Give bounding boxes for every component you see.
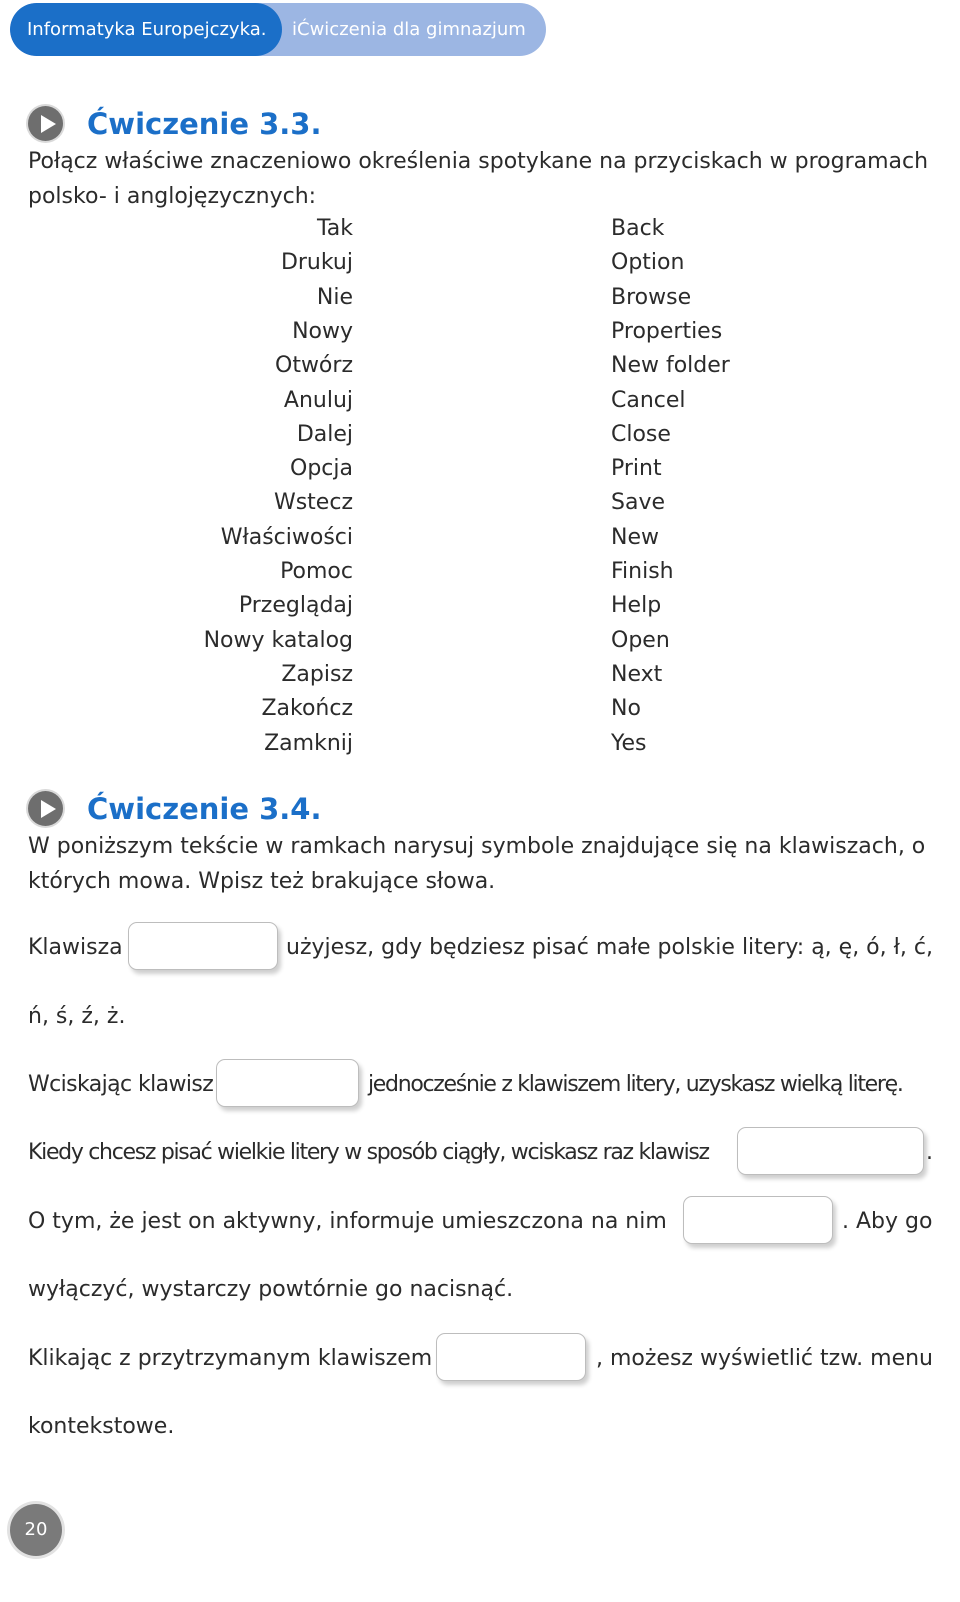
exercise-3-4-heading <box>28 791 322 826</box>
key-symbol-box[interactable] <box>737 1127 924 1175</box>
polish-term[interactable]: Drukuj <box>280 250 353 276</box>
sentence-1-continued: ń, ś, ź, ż. <box>28 1004 126 1029</box>
polish-term[interactable]: Zamknij <box>264 730 353 756</box>
english-term[interactable]: Option <box>611 250 685 276</box>
polish-term[interactable]: Otwórz <box>275 353 353 379</box>
polish-term[interactable]: Anuluj <box>283 387 353 413</box>
english-term[interactable]: Help <box>611 593 662 619</box>
play-icon <box>28 106 63 141</box>
page-number: 20 <box>10 1504 62 1556</box>
english-term[interactable]: Save <box>611 490 666 516</box>
exercise-title: Ćwiczenie 3.3. <box>87 106 322 141</box>
exercise-instruction: Połącz właściwe znaczeniowo określenia spotykane na przyciskach w programach polsko- i anglojęzycznych: <box>28 149 929 209</box>
term-row <box>0 281 960 315</box>
polish-term[interactable]: Opcja <box>290 456 353 482</box>
sentence-1-start: Klawisza <box>28 935 123 960</box>
sentence-4-continued: wyłączyć, wystarczy powtórnie go nacisnąć. <box>28 1277 514 1302</box>
term-row <box>0 589 960 623</box>
sentence-4-start: O tym, że jest on aktywny, informuje umieszczona na nim <box>28 1209 667 1234</box>
exercise-title: Ćwiczenie 3.4. <box>87 791 322 826</box>
sentence-4-end: . Aby go <box>842 1209 933 1234</box>
sentence-3-end: . <box>926 1140 933 1165</box>
term-row <box>0 418 960 452</box>
english-term[interactable]: Next <box>611 661 663 687</box>
english-term[interactable]: Open <box>611 627 670 653</box>
book-title: Informatyka Europejczyka. <box>10 3 282 56</box>
polish-term[interactable]: Nowy katalog <box>203 627 353 653</box>
english-term[interactable]: Finish <box>611 559 674 584</box>
polish-term[interactable]: Pomoc <box>280 559 353 584</box>
polish-term[interactable]: Zapisz <box>281 661 353 687</box>
book-subtitle: iĆwiczenia dla gimnazjum <box>292 19 526 40</box>
english-term[interactable]: Back <box>611 216 665 241</box>
polish-term[interactable]: Właściwości <box>220 524 353 550</box>
play-icon <box>28 791 63 826</box>
english-term[interactable]: No <box>611 696 641 722</box>
polish-term[interactable]: Wstecz <box>273 490 353 516</box>
english-term[interactable]: Properties <box>611 318 723 344</box>
sentence-5-end: , możesz wyświetlić tzw. menu <box>596 1346 934 1371</box>
term-row <box>0 521 960 555</box>
sentence-5-start: Klikając z przytrzymanym klawiszem <box>28 1346 433 1371</box>
term-row <box>0 624 960 658</box>
term-row <box>0 452 960 486</box>
english-term[interactable]: New folder <box>611 353 730 379</box>
sentence-5-continued: kontekstowe. <box>28 1414 175 1439</box>
term-row <box>0 384 960 418</box>
polish-term[interactable]: Zakończ <box>261 696 353 722</box>
term-row <box>0 315 960 349</box>
english-term[interactable]: Yes <box>611 730 647 756</box>
english-term[interactable]: Browse <box>611 284 692 310</box>
sentence-2-start: Wciskając klawisz <box>28 1072 214 1097</box>
polish-term[interactable]: Tak <box>316 216 353 241</box>
term-row <box>0 349 960 383</box>
term-row <box>0 692 960 726</box>
answer-box[interactable] <box>683 1196 833 1244</box>
key-symbol-box[interactable] <box>128 922 278 970</box>
term-row <box>0 727 960 761</box>
exercise-3-3-heading <box>28 106 322 141</box>
polish-term[interactable]: Przeglądaj <box>238 593 353 619</box>
english-term[interactable]: Close <box>611 421 671 447</box>
header-bar <box>10 3 546 56</box>
term-row <box>0 212 960 246</box>
key-symbol-box[interactable] <box>216 1059 359 1107</box>
term-row <box>0 486 960 520</box>
sentence-2-end: jednocześnie z klawiszem litery, uzyskasz wielką literę. <box>368 1072 903 1097</box>
english-term[interactable]: New <box>611 524 659 550</box>
english-term[interactable]: Print <box>611 456 662 482</box>
key-symbol-box[interactable] <box>436 1333 586 1381</box>
english-term[interactable]: Cancel <box>611 387 686 413</box>
term-row <box>0 658 960 692</box>
polish-term[interactable]: Nie <box>316 284 353 310</box>
polish-term[interactable]: Dalej <box>296 421 353 447</box>
term-row <box>0 555 960 589</box>
sentence-1-end: użyjesz, gdy będziesz pisać małe polskie litery: ą, ę, ó, ł, ć, <box>286 935 933 960</box>
polish-term[interactable]: Nowy <box>292 318 353 344</box>
sentence-3-start: Kiedy chcesz pisać wielkie litery w sposób ciągły, wciskasz raz klawisz <box>28 1140 709 1165</box>
exercise-instruction: W poniższym tekście w ramkach narysuj symbole znajdujące się na klawiszach, o których mowa. Wpisz też brakujące słowa. <box>28 834 926 894</box>
term-row <box>0 246 960 280</box>
